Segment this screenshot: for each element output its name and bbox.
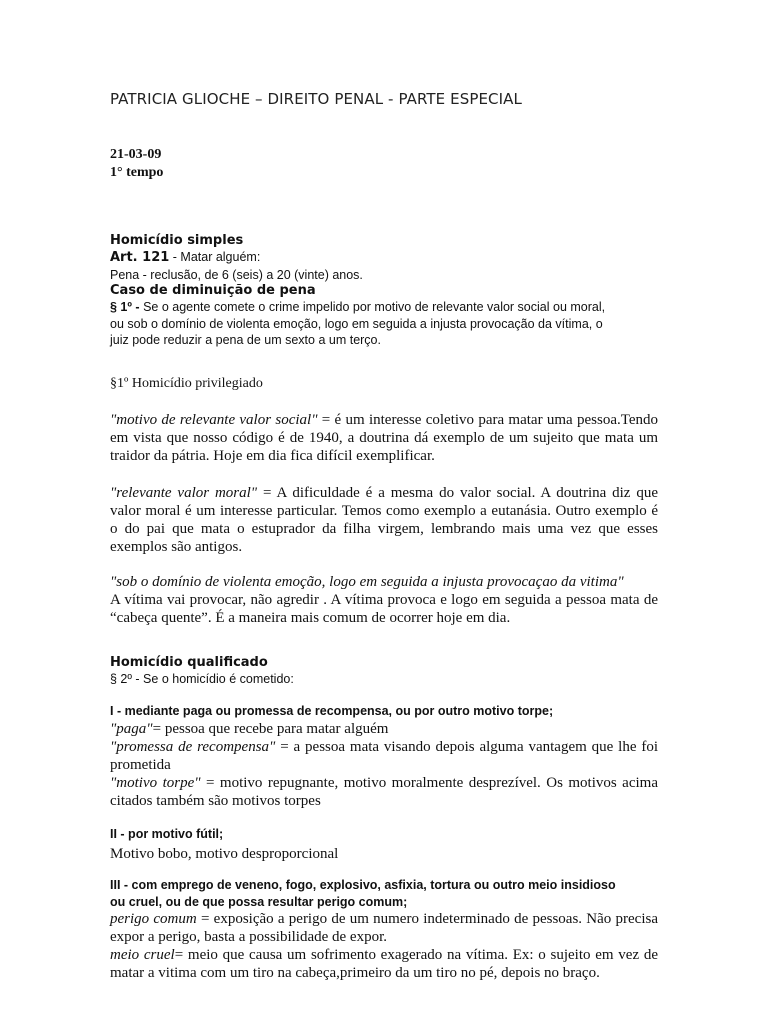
section-title: Homicídio simples [110, 233, 244, 248]
article-line [110, 249, 658, 267]
term: "motivo de relevante valor social" [110, 412, 318, 428]
definition-perigo-comum: perigo comum = exposição a perigo de um numero indeterminado de pessoas. Não precisa expor a perigo, basta a possibilidade de expor. [110, 911, 658, 945]
subsection-title: Caso de diminuição de pena [110, 283, 316, 298]
paragraph-label: § 1º - [110, 300, 144, 314]
article-text: - Matar alguém: [169, 250, 261, 264]
article-label: Art. 121 [110, 250, 170, 265]
penalty-line: Pena - reclusão, de 6 (seis) a 20 (vinte) anos. [110, 267, 363, 282]
privilegiado-paragraph-2: "relevante valor moral" = A dificuldade é a mesma do valor social. A doutrina diz que valor moral é um interesse particular. Temos como exemplo a eutanásia. Outro exemplo é o do pai que mata o estuprador da filha virgem, lembrando mais uma vez que esses exemplos são antigos. [110, 485, 658, 555]
privilegiado-heading: §1º Homicídio privilegiado [110, 376, 263, 391]
lecture-period: 1° tempo [110, 165, 164, 180]
section-homicidio-simples [110, 233, 658, 349]
paragraph-line: § 1º - Se o agente comete o crime impelido por motivo de relevante valor social ou moral, [110, 300, 606, 314]
definition-promessa: "promessa de recompensa" = a pessoa mata visando depois alguma vantagem que lhe foi prometida [110, 738, 659, 773]
item-label: II - por motivo fútil; [110, 827, 224, 841]
item-iii [110, 877, 658, 982]
section-intro: § 2º - Se o homicídio é cometido: [110, 672, 294, 686]
term: "sob o domínio de violenta emoção, logo em seguida a injusta provocaçao da vitima" [110, 574, 624, 590]
privilegiado-paragraph-3 [110, 573, 658, 627]
item-label: ou cruel, ou de que possa resultar perigo comum; [110, 894, 408, 909]
paragraph-text: A vítima vai provocar, não agredir . A vítima provoca e logo em seguida a pessoa mata de “cabeça quente”. É a maneira mais comum de ocorrer hoje em dia. [110, 592, 658, 626]
definition-meio-cruel: meio cruel= meio que causa um sofrimento exagerado na vítima. Ex: o sujeito em vez de matar a vitima com um tiro na cabeça,primeiro da um tiro no pé, depois no braço. [110, 947, 658, 981]
term: "relevante valor moral" [110, 485, 258, 501]
section-title: Homicídio qualificado [110, 655, 268, 670]
paragraph-line: ou sob o domínio de violenta emoção, logo em seguida a injusta provocação da vítima, o [110, 316, 603, 331]
lecture-date: 21-03-09 [110, 147, 162, 162]
item-ii [110, 826, 658, 863]
definition-paga: "paga"= pessoa que recebe para matar alguém [110, 720, 389, 737]
item-i [110, 703, 658, 810]
paragraph-line: juiz pode reduzir a pena de um sexto a um terço. [110, 333, 381, 347]
item-label: III - com emprego de veneno, fogo, explosivo, asfixia, tortura ou outro meio insidioso [110, 878, 616, 892]
date-block [110, 146, 163, 182]
item-label: I - mediante paga ou promessa de recompensa, ou por outro motivo torpe; [110, 704, 554, 718]
privilegiado-paragraph-1: "motivo de relevante valor social" = é um interesse coletivo para matar uma pessoa.Tendo em vista que nosso código é de 1940, a doutrina dá exemplo de um sujeito que mata um traidor da pátria. Hoje em dia fica difícil exemplificar. [110, 412, 659, 464]
definition-torpe: "motivo torpe" = motivo repugnante, motivo moralmente desprezível. Os motivos acima citados também são motivos torpes [110, 774, 658, 809]
page-header: PATRICIA GLIOCHE – DIREITO PENAL - PARTE ESPECIAL [110, 90, 522, 108]
item-text: Motivo bobo, motivo desproporcional [110, 845, 339, 862]
section-homicidio-qualificado [110, 655, 658, 688]
